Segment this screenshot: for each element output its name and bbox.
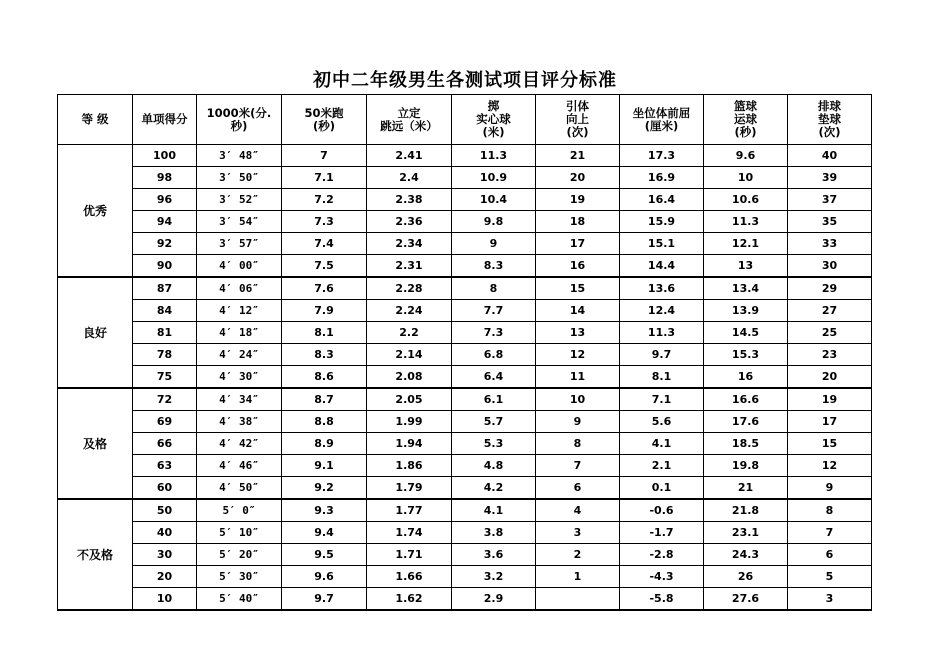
cell-basketball-dribble: 13.9 <box>704 300 788 322</box>
cell-medicine-ball-throw: 9 <box>452 233 536 255</box>
cell-run-50m: 7.4 <box>282 233 367 255</box>
cell-score: 40 <box>133 522 197 544</box>
cell-score: 98 <box>133 167 197 189</box>
cell-volleyball-bump: 9 <box>788 477 872 500</box>
table-row <box>58 499 872 522</box>
cell-run-1000m: 4′ 12″ <box>197 300 282 322</box>
page-title: 初中二年级男生各测试项目评分标准 <box>313 70 617 91</box>
cell-medicine-ball-throw: 9.8 <box>452 211 536 233</box>
header-line: 50米跑 <box>304 105 344 120</box>
cell-standing-long-jump: 2.2 <box>367 322 452 344</box>
cell-run-1000m: 5′ 40″ <box>197 588 282 611</box>
cell-run-50m: 9.5 <box>282 544 367 566</box>
cell-medicine-ball-throw: 5.7 <box>452 411 536 433</box>
cell-standing-long-jump: 2.24 <box>367 300 452 322</box>
table-row <box>58 167 872 189</box>
cell-run-1000m: 4′ 06″ <box>197 277 282 300</box>
grade-label: 不及格 <box>58 499 133 610</box>
cell-medicine-ball-throw: 3.8 <box>452 522 536 544</box>
cell-medicine-ball-throw: 4.2 <box>452 477 536 500</box>
cell-standing-long-jump: 1.94 <box>367 433 452 455</box>
cell-score: 66 <box>133 433 197 455</box>
table-row <box>58 300 872 322</box>
cell-basketball-dribble: 14.5 <box>704 322 788 344</box>
cell-basketball-dribble: 27.6 <box>704 588 788 611</box>
cell-score: 84 <box>133 300 197 322</box>
cell-standing-long-jump: 1.74 <box>367 522 452 544</box>
cell-basketball-dribble: 10 <box>704 167 788 189</box>
header-row <box>58 95 872 145</box>
cell-medicine-ball-throw: 6.4 <box>452 366 536 389</box>
header-line: 向上 <box>566 112 589 126</box>
cell-score: 100 <box>133 145 197 167</box>
cell-run-50m: 9.4 <box>282 522 367 544</box>
header-line: 等 级 <box>81 112 109 126</box>
cell-score: 60 <box>133 477 197 500</box>
cell-pull-ups: 20 <box>536 167 620 189</box>
table-row <box>58 477 872 500</box>
cell-run-50m: 9.7 <box>282 588 367 611</box>
header-medicine-ball-throw <box>452 95 536 145</box>
cell-run-50m: 9.2 <box>282 477 367 500</box>
cell-basketball-dribble: 16.6 <box>704 388 788 411</box>
cell-run-50m: 8.1 <box>282 322 367 344</box>
header-line: 单项得分 <box>141 112 188 126</box>
cell-medicine-ball-throw: 7.7 <box>452 300 536 322</box>
cell-score: 63 <box>133 455 197 477</box>
header-volleyball-bump <box>788 95 872 145</box>
cell-pull-ups: 16 <box>536 255 620 278</box>
table-row <box>58 588 872 611</box>
cell-pull-ups: 14 <box>536 300 620 322</box>
cell-volleyball-bump: 6 <box>788 544 872 566</box>
cell-run-50m: 8.7 <box>282 388 367 411</box>
header-line: 实心球 <box>476 112 511 126</box>
cell-run-1000m: 5′ 20″ <box>197 544 282 566</box>
cell-basketball-dribble: 26 <box>704 566 788 588</box>
header-line: 篮球 <box>734 99 757 113</box>
header-line: (秒) <box>734 125 757 139</box>
table-row <box>58 455 872 477</box>
cell-score: 20 <box>133 566 197 588</box>
cell-run-50m: 7.6 <box>282 277 367 300</box>
cell-run-50m: 9.6 <box>282 566 367 588</box>
cell-run-1000m: 3′ 48″ <box>197 145 282 167</box>
cell-sit-and-reach: 15.9 <box>620 211 704 233</box>
cell-basketball-dribble: 18.5 <box>704 433 788 455</box>
cell-volleyball-bump: 30 <box>788 255 872 278</box>
cell-pull-ups: 7 <box>536 455 620 477</box>
cell-basketball-dribble: 24.3 <box>704 544 788 566</box>
cell-sit-and-reach: 11.3 <box>620 322 704 344</box>
cell-standing-long-jump: 1.77 <box>367 499 452 522</box>
cell-standing-long-jump: 2.41 <box>367 145 452 167</box>
header-line: (次) <box>818 125 841 139</box>
cell-basketball-dribble: 16 <box>704 366 788 389</box>
cell-pull-ups: 10 <box>536 388 620 411</box>
cell-volleyball-bump: 15 <box>788 433 872 455</box>
table-row <box>58 366 872 389</box>
cell-sit-and-reach: -2.8 <box>620 544 704 566</box>
cell-pull-ups: 15 <box>536 277 620 300</box>
cell-score: 30 <box>133 544 197 566</box>
cell-medicine-ball-throw: 5.3 <box>452 433 536 455</box>
grade-label: 优秀 <box>58 145 133 278</box>
cell-volleyball-bump: 8 <box>788 499 872 522</box>
cell-volleyball-bump: 3 <box>788 588 872 611</box>
header-line: 掷 <box>487 99 500 113</box>
cell-sit-and-reach: 17.3 <box>620 145 704 167</box>
cell-run-1000m: 4′ 18″ <box>197 322 282 344</box>
table-row <box>58 344 872 366</box>
cell-score: 50 <box>133 499 197 522</box>
cell-score: 96 <box>133 189 197 211</box>
cell-sit-and-reach: 16.9 <box>620 167 704 189</box>
cell-pull-ups: 6 <box>536 477 620 500</box>
cell-volleyball-bump: 25 <box>788 322 872 344</box>
cell-sit-and-reach: -5.8 <box>620 588 704 611</box>
cell-run-1000m: 4′ 00″ <box>197 255 282 278</box>
cell-run-50m: 8.8 <box>282 411 367 433</box>
table-row <box>58 433 872 455</box>
header-standing-long-jump <box>367 95 452 145</box>
cell-sit-and-reach: 9.7 <box>620 344 704 366</box>
cell-basketball-dribble: 23.1 <box>704 522 788 544</box>
cell-run-1000m: 4′ 42″ <box>197 433 282 455</box>
cell-score: 75 <box>133 366 197 389</box>
cell-medicine-ball-throw: 6.1 <box>452 388 536 411</box>
cell-pull-ups: 21 <box>536 145 620 167</box>
cell-medicine-ball-throw: 10.4 <box>452 189 536 211</box>
cell-medicine-ball-throw: 4.1 <box>452 499 536 522</box>
cell-run-50m: 8.3 <box>282 344 367 366</box>
cell-standing-long-jump: 2.08 <box>367 366 452 389</box>
cell-standing-long-jump: 2.38 <box>367 189 452 211</box>
cell-score: 78 <box>133 344 197 366</box>
cell-score: 81 <box>133 322 197 344</box>
header-line: 垫球 <box>818 112 841 126</box>
cell-basketball-dribble: 21.8 <box>704 499 788 522</box>
cell-sit-and-reach: -1.7 <box>620 522 704 544</box>
cell-run-1000m: 3′ 52″ <box>197 189 282 211</box>
cell-pull-ups: 4 <box>536 499 620 522</box>
cell-sit-and-reach: -4.3 <box>620 566 704 588</box>
header-line: 跳远（米） <box>380 118 438 133</box>
cell-pull-ups: 18 <box>536 211 620 233</box>
cell-run-50m: 9.1 <box>282 455 367 477</box>
header-sit-and-reach <box>620 95 704 145</box>
table-row <box>58 277 872 300</box>
cell-pull-ups <box>536 588 620 611</box>
header-line: 立定 <box>397 105 421 120</box>
cell-volleyball-bump: 23 <box>788 344 872 366</box>
table-body <box>58 145 872 611</box>
cell-volleyball-bump: 39 <box>788 167 872 189</box>
header-line: (次) <box>566 125 589 139</box>
cell-pull-ups: 2 <box>536 544 620 566</box>
cell-run-1000m: 5′ 30″ <box>197 566 282 588</box>
cell-sit-and-reach: 2.1 <box>620 455 704 477</box>
cell-run-50m: 7.2 <box>282 189 367 211</box>
cell-run-50m: 7.1 <box>282 167 367 189</box>
cell-medicine-ball-throw: 7.3 <box>452 322 536 344</box>
cell-run-1000m: 3′ 54″ <box>197 211 282 233</box>
cell-basketball-dribble: 17.6 <box>704 411 788 433</box>
cell-volleyball-bump: 37 <box>788 189 872 211</box>
header-line: 运球 <box>734 112 757 126</box>
cell-volleyball-bump: 19 <box>788 388 872 411</box>
table-row <box>58 233 872 255</box>
cell-run-1000m: 4′ 34″ <box>197 388 282 411</box>
cell-basketball-dribble: 21 <box>704 477 788 500</box>
cell-sit-and-reach: 13.6 <box>620 277 704 300</box>
cell-run-50m: 8.9 <box>282 433 367 455</box>
cell-medicine-ball-throw: 8 <box>452 277 536 300</box>
cell-standing-long-jump: 2.36 <box>367 211 452 233</box>
cell-sit-and-reach: 14.4 <box>620 255 704 278</box>
score-table <box>57 94 872 611</box>
table-row <box>58 211 872 233</box>
cell-run-1000m: 3′ 50″ <box>197 167 282 189</box>
cell-standing-long-jump: 2.31 <box>367 255 452 278</box>
table-row <box>58 566 872 588</box>
header-pull-ups <box>536 95 620 145</box>
cell-basketball-dribble: 12.1 <box>704 233 788 255</box>
cell-score: 72 <box>133 388 197 411</box>
cell-basketball-dribble: 19.8 <box>704 455 788 477</box>
header-line: 排球 <box>818 99 841 113</box>
cell-standing-long-jump: 1.66 <box>367 566 452 588</box>
cell-standing-long-jump: 2.05 <box>367 388 452 411</box>
cell-standing-long-jump: 1.79 <box>367 477 452 500</box>
cell-medicine-ball-throw: 10.9 <box>452 167 536 189</box>
cell-basketball-dribble: 11.3 <box>704 211 788 233</box>
cell-standing-long-jump: 1.62 <box>367 588 452 611</box>
cell-sit-and-reach: 15.1 <box>620 233 704 255</box>
cell-medicine-ball-throw: 8.3 <box>452 255 536 278</box>
cell-sit-and-reach: 4.1 <box>620 433 704 455</box>
cell-run-1000m: 5′ 0″ <box>197 499 282 522</box>
cell-pull-ups: 8 <box>536 433 620 455</box>
cell-pull-ups: 3 <box>536 522 620 544</box>
cell-standing-long-jump: 2.14 <box>367 344 452 366</box>
cell-sit-and-reach: 12.4 <box>620 300 704 322</box>
cell-run-1000m: 4′ 50″ <box>197 477 282 500</box>
cell-standing-long-jump: 2.4 <box>367 167 452 189</box>
cell-medicine-ball-throw: 2.9 <box>452 588 536 611</box>
table-row <box>58 522 872 544</box>
cell-volleyball-bump: 5 <box>788 566 872 588</box>
cell-standing-long-jump: 2.28 <box>367 277 452 300</box>
cell-volleyball-bump: 20 <box>788 366 872 389</box>
cell-pull-ups: 17 <box>536 233 620 255</box>
cell-basketball-dribble: 13.4 <box>704 277 788 300</box>
cell-volleyball-bump: 40 <box>788 145 872 167</box>
cell-standing-long-jump: 1.71 <box>367 544 452 566</box>
cell-volleyball-bump: 7 <box>788 522 872 544</box>
cell-score: 90 <box>133 255 197 278</box>
header-line: (米) <box>482 125 505 139</box>
grade-label: 及格 <box>58 388 133 499</box>
cell-sit-and-reach: 5.6 <box>620 411 704 433</box>
grade-label: 良好 <box>58 277 133 388</box>
header-basketball-dribble <box>704 95 788 145</box>
cell-run-1000m: 4′ 30″ <box>197 366 282 389</box>
cell-basketball-dribble: 15.3 <box>704 344 788 366</box>
cell-run-50m: 7.5 <box>282 255 367 278</box>
cell-volleyball-bump: 12 <box>788 455 872 477</box>
cell-medicine-ball-throw: 3.2 <box>452 566 536 588</box>
header-line: (秒) <box>312 118 335 133</box>
table-row <box>58 255 872 278</box>
header-line: 坐位体前屈 <box>632 105 691 120</box>
table-row <box>58 145 872 167</box>
cell-medicine-ball-throw: 4.8 <box>452 455 536 477</box>
cell-run-1000m: 4′ 46″ <box>197 455 282 477</box>
cell-pull-ups: 11 <box>536 366 620 389</box>
cell-run-50m: 7.3 <box>282 211 367 233</box>
cell-run-50m: 7.9 <box>282 300 367 322</box>
cell-pull-ups: 9 <box>536 411 620 433</box>
header-line: 秒) <box>230 118 248 133</box>
header-line: 引体 <box>566 99 589 113</box>
cell-sit-and-reach: 8.1 <box>620 366 704 389</box>
cell-pull-ups: 1 <box>536 566 620 588</box>
cell-standing-long-jump: 1.99 <box>367 411 452 433</box>
cell-standing-long-jump: 1.86 <box>367 455 452 477</box>
cell-sit-and-reach: 0.1 <box>620 477 704 500</box>
cell-score: 92 <box>133 233 197 255</box>
cell-medicine-ball-throw: 3.6 <box>452 544 536 566</box>
header-run-50m <box>282 95 367 145</box>
cell-sit-and-reach: -0.6 <box>620 499 704 522</box>
table-row <box>58 322 872 344</box>
table-row <box>58 189 872 211</box>
cell-volleyball-bump: 33 <box>788 233 872 255</box>
cell-run-1000m: 4′ 38″ <box>197 411 282 433</box>
cell-basketball-dribble: 9.6 <box>704 145 788 167</box>
table-row <box>58 411 872 433</box>
cell-run-50m: 7 <box>282 145 367 167</box>
header-score <box>133 95 197 145</box>
cell-volleyball-bump: 17 <box>788 411 872 433</box>
cell-score: 87 <box>133 277 197 300</box>
cell-run-1000m: 3′ 57″ <box>197 233 282 255</box>
cell-volleyball-bump: 35 <box>788 211 872 233</box>
cell-score: 10 <box>133 588 197 611</box>
cell-pull-ups: 19 <box>536 189 620 211</box>
header-grade <box>58 95 133 145</box>
cell-medicine-ball-throw: 11.3 <box>452 145 536 167</box>
cell-basketball-dribble: 13 <box>704 255 788 278</box>
cell-volleyball-bump: 29 <box>788 277 872 300</box>
cell-run-50m: 8.6 <box>282 366 367 389</box>
cell-medicine-ball-throw: 6.8 <box>452 344 536 366</box>
cell-basketball-dribble: 10.6 <box>704 189 788 211</box>
table-row <box>58 388 872 411</box>
cell-standing-long-jump: 2.34 <box>367 233 452 255</box>
header-line: (厘米) <box>644 118 679 133</box>
header-run-1000m <box>197 95 282 145</box>
cell-sit-and-reach: 16.4 <box>620 189 704 211</box>
cell-score: 69 <box>133 411 197 433</box>
cell-pull-ups: 13 <box>536 322 620 344</box>
table-row <box>58 544 872 566</box>
cell-score: 94 <box>133 211 197 233</box>
cell-run-50m: 9.3 <box>282 499 367 522</box>
cell-pull-ups: 12 <box>536 344 620 366</box>
cell-run-1000m: 5′ 10″ <box>197 522 282 544</box>
header-line: 1000米(分. <box>206 105 272 120</box>
cell-volleyball-bump: 27 <box>788 300 872 322</box>
cell-sit-and-reach: 7.1 <box>620 388 704 411</box>
cell-run-1000m: 4′ 24″ <box>197 344 282 366</box>
